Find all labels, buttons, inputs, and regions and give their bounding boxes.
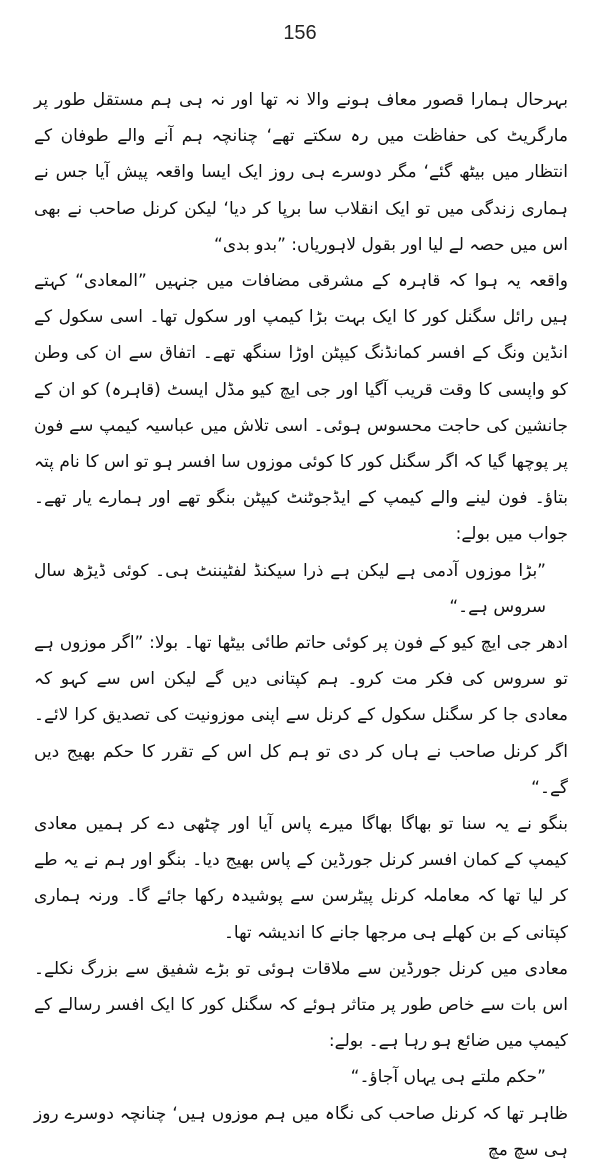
quote-2: ”حکم ملتے ہی یہاں آجاؤ۔“ [350,1067,546,1088]
paragraph-2: واقعہ یہ ہوا کہ قاہرہ کے مشرقی مضافات میں جنہیں ”المعادی“ کہتے ہیں رائل سگنل کور کا ایک بہت بڑا کیمپ اور سکول تھا۔ اسی سکول کے انڈین ونگ کے افسر کمانڈنگ کیپٹن اوڑا سنگھ تھے۔ اتفاق سے ان کی وطن کو واپسی کا وقت قریب آگیا اور جی ایچ کیو مڈل ایسٹ (قاہرہ) کو ان کے جانشین کی حاجت محسوس ہوئی۔ اسی تلاش میں عباسیہ کیمپ سے فون پر پوچھا گیا کہ اگر سگنل کور کا کوئی موزوں سا افسر ہو تو اس کا نام پتہ بتاؤ۔ فون لینے والے کیمپ کے ایڈجوٹنٹ کیپٹن بنگو تھے اور ہمارے یار تھے۔ جواب میں بولے: [34,271,568,545]
paragraph-6: ظاہر تھا کہ کرنل صاحب کی نگاہ میں ہم موزوں ہیں‘ چنانچہ دوسرے روز ہی سچ مچ [34,1103,568,1160]
page-number: 156 [283,22,317,44]
paragraph-5: معادی میں کرنل جورڈین سے ملاقات ہوئی تو بڑے شفیق سے بزرگ نکلے۔ اس بات سے خاص طور پر متاثر ہوئے کہ سگنل کور کا ایک افسر رسالے کے کیمپ میں ضائع ہو رہا ہے۔ بولے: [34,958,568,1052]
quote-1: ”بڑا موزوں آدمی ہے لیکن ہے ذرا سیکنڈ لفٹیننٹ ہی۔ کوئی ڈیڑھ سال سروس ہے۔“ [34,560,546,617]
paragraph-1: بہرحال ہمارا قصور معاف ہونے والا نہ تھا اور نہ ہی ہم مستقل طور پر مارگریٹ کی حفاظت میں رہ سکتے تھے‘ چنانچہ ہم آنے والے طوفان کے انتظار میں بیٹھ گئے‘ مگر دوسرے ہی روز ایک ایسا واقعہ پیش آیا جس نے ہماری زندگی میں تو ایک انقلاب سا برپا کر دیا‘ لیکن کرنل صاحب نے بھی اس میں حصہ لے لیا اور بقول لاہوریاں: ”بدو بدی“ [34,90,568,255]
paragraph-3: ادھر جی ایچ کیو کے فون پر کوئی حاتم طائی بیٹھا تھا۔ بولا: ”اگر موزوں ہے تو سروس کی فکر مت کرو۔ ہم کپتانی دیں گے لیکن اس سے کہو کہ معادی جا کر سگنل سکول کے کرنل سے اپنی موزونیت کی تصدیق کرا لائے۔ اگر کرنل صاحب نے ہاں کر دی تو ہم کل اس کے تقرر کا حکم بھیج دیں گے۔“ [34,633,568,798]
paragraph-4: بنگو نے یہ سنا تو بھاگا بھاگا میرے پاس آیا اور چٹھی دے کر ہمیں معادی کیمپ کے کمان افسر کرنل جورڈین کے پاس بھیج دیا۔ بنگو اور ہم نے یہ طے کر لیا تھا کہ معاملہ کرنل پیٹرسن سے پوشیدہ رکھا جائے گا۔ ورنہ ہماری کپتانی کے بن کھلے ہی مرجھا جانے کا اندیشہ تھا۔ [34,814,568,943]
page-text [34,82,568,1168]
